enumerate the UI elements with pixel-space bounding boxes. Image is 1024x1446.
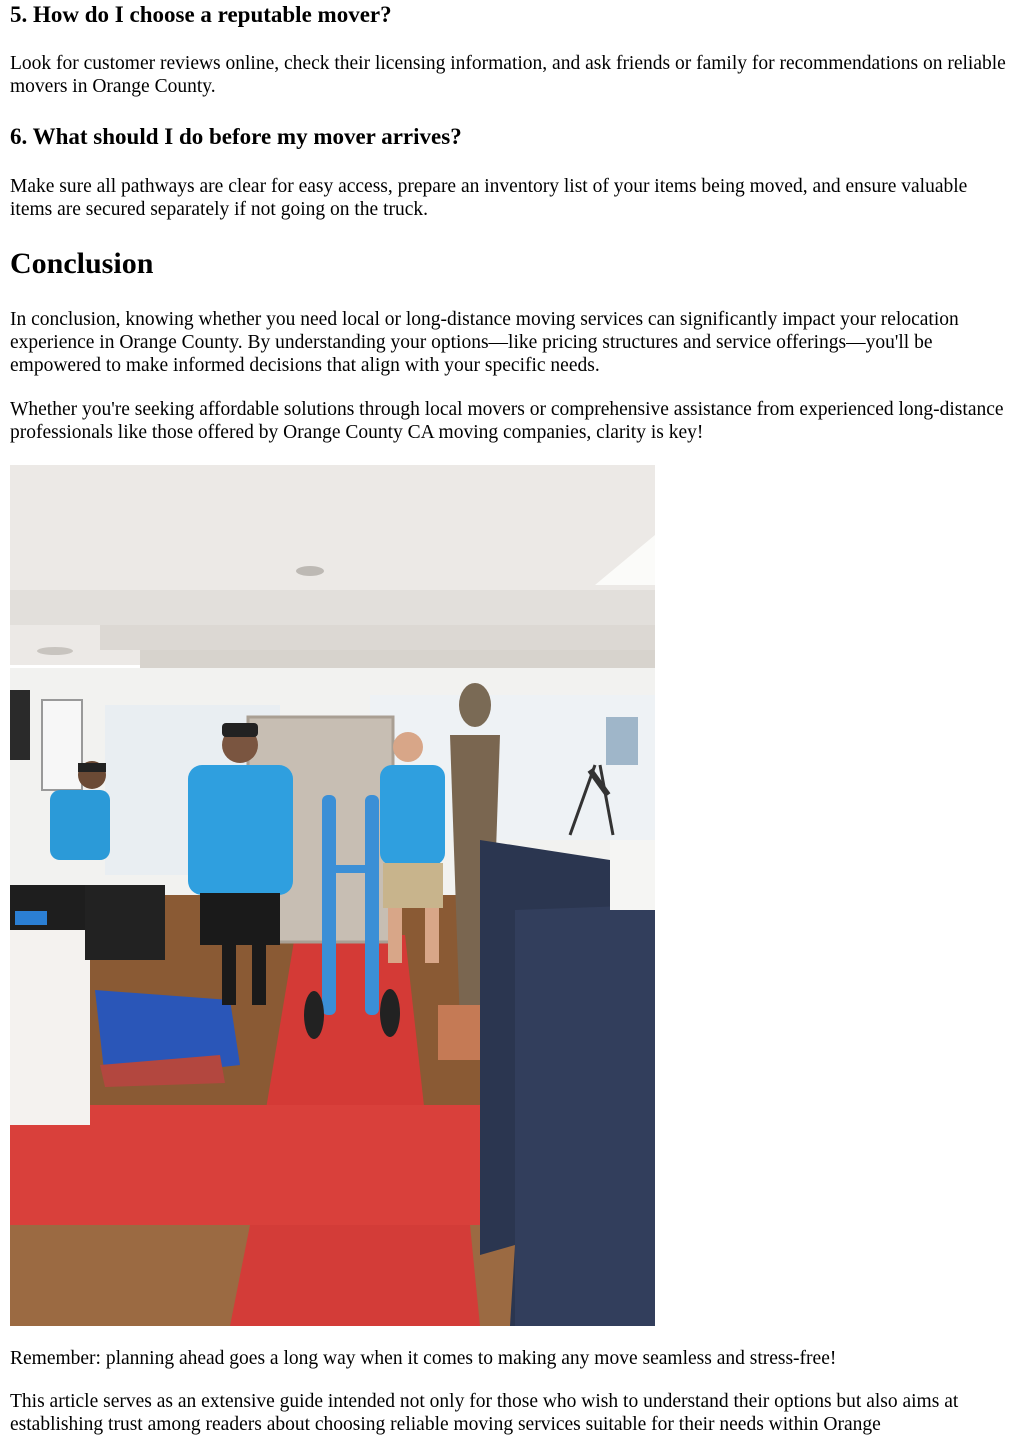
faq-answer-5: Look for customer reviews online, check their licensing information, and ask friends or family for recommendations on reliable movers in Orange County. [10,53,1006,97]
movers-photo [10,465,655,1326]
conclusion-paragraph-2: Whether you're seeking affordable solutions through local movers or comprehensive assistance from experienced long-distance professionals like those offered by Orange County CA moving companies, clarity is key! [10,399,1004,443]
faq-question-5: 5. How do I choose a reputable mover? [10,2,392,27]
closing-paragraph-2: This article serves as an extensive guide intended not only for those who wish to understand their options but also aims at establishing trust among readers about choosing reliable moving services suitable for their needs within Orange [10,1391,959,1435]
faq-answer-6: Make sure all pathways are clear for easy access, prepare an inventory list of your items being moved, and ensure valuable items are secured separately if not going on the truck. [10,176,968,220]
conclusion-paragraph-1: In conclusion, knowing whether you need local or long-distance moving services can significantly impact your relocation experience in Orange County. By understanding your options—like pricing structures and service offerings—you'll be empowered to make informed decisions that align with your specific needs. [10,309,959,376]
faq-question-6: 6. What should I do before my mover arrives? [10,124,462,149]
closing-paragraph-1: Remember: planning ahead goes a long way when it comes to making any move seamless and stress-free! [10,1348,837,1369]
conclusion-heading: Conclusion [10,247,154,280]
